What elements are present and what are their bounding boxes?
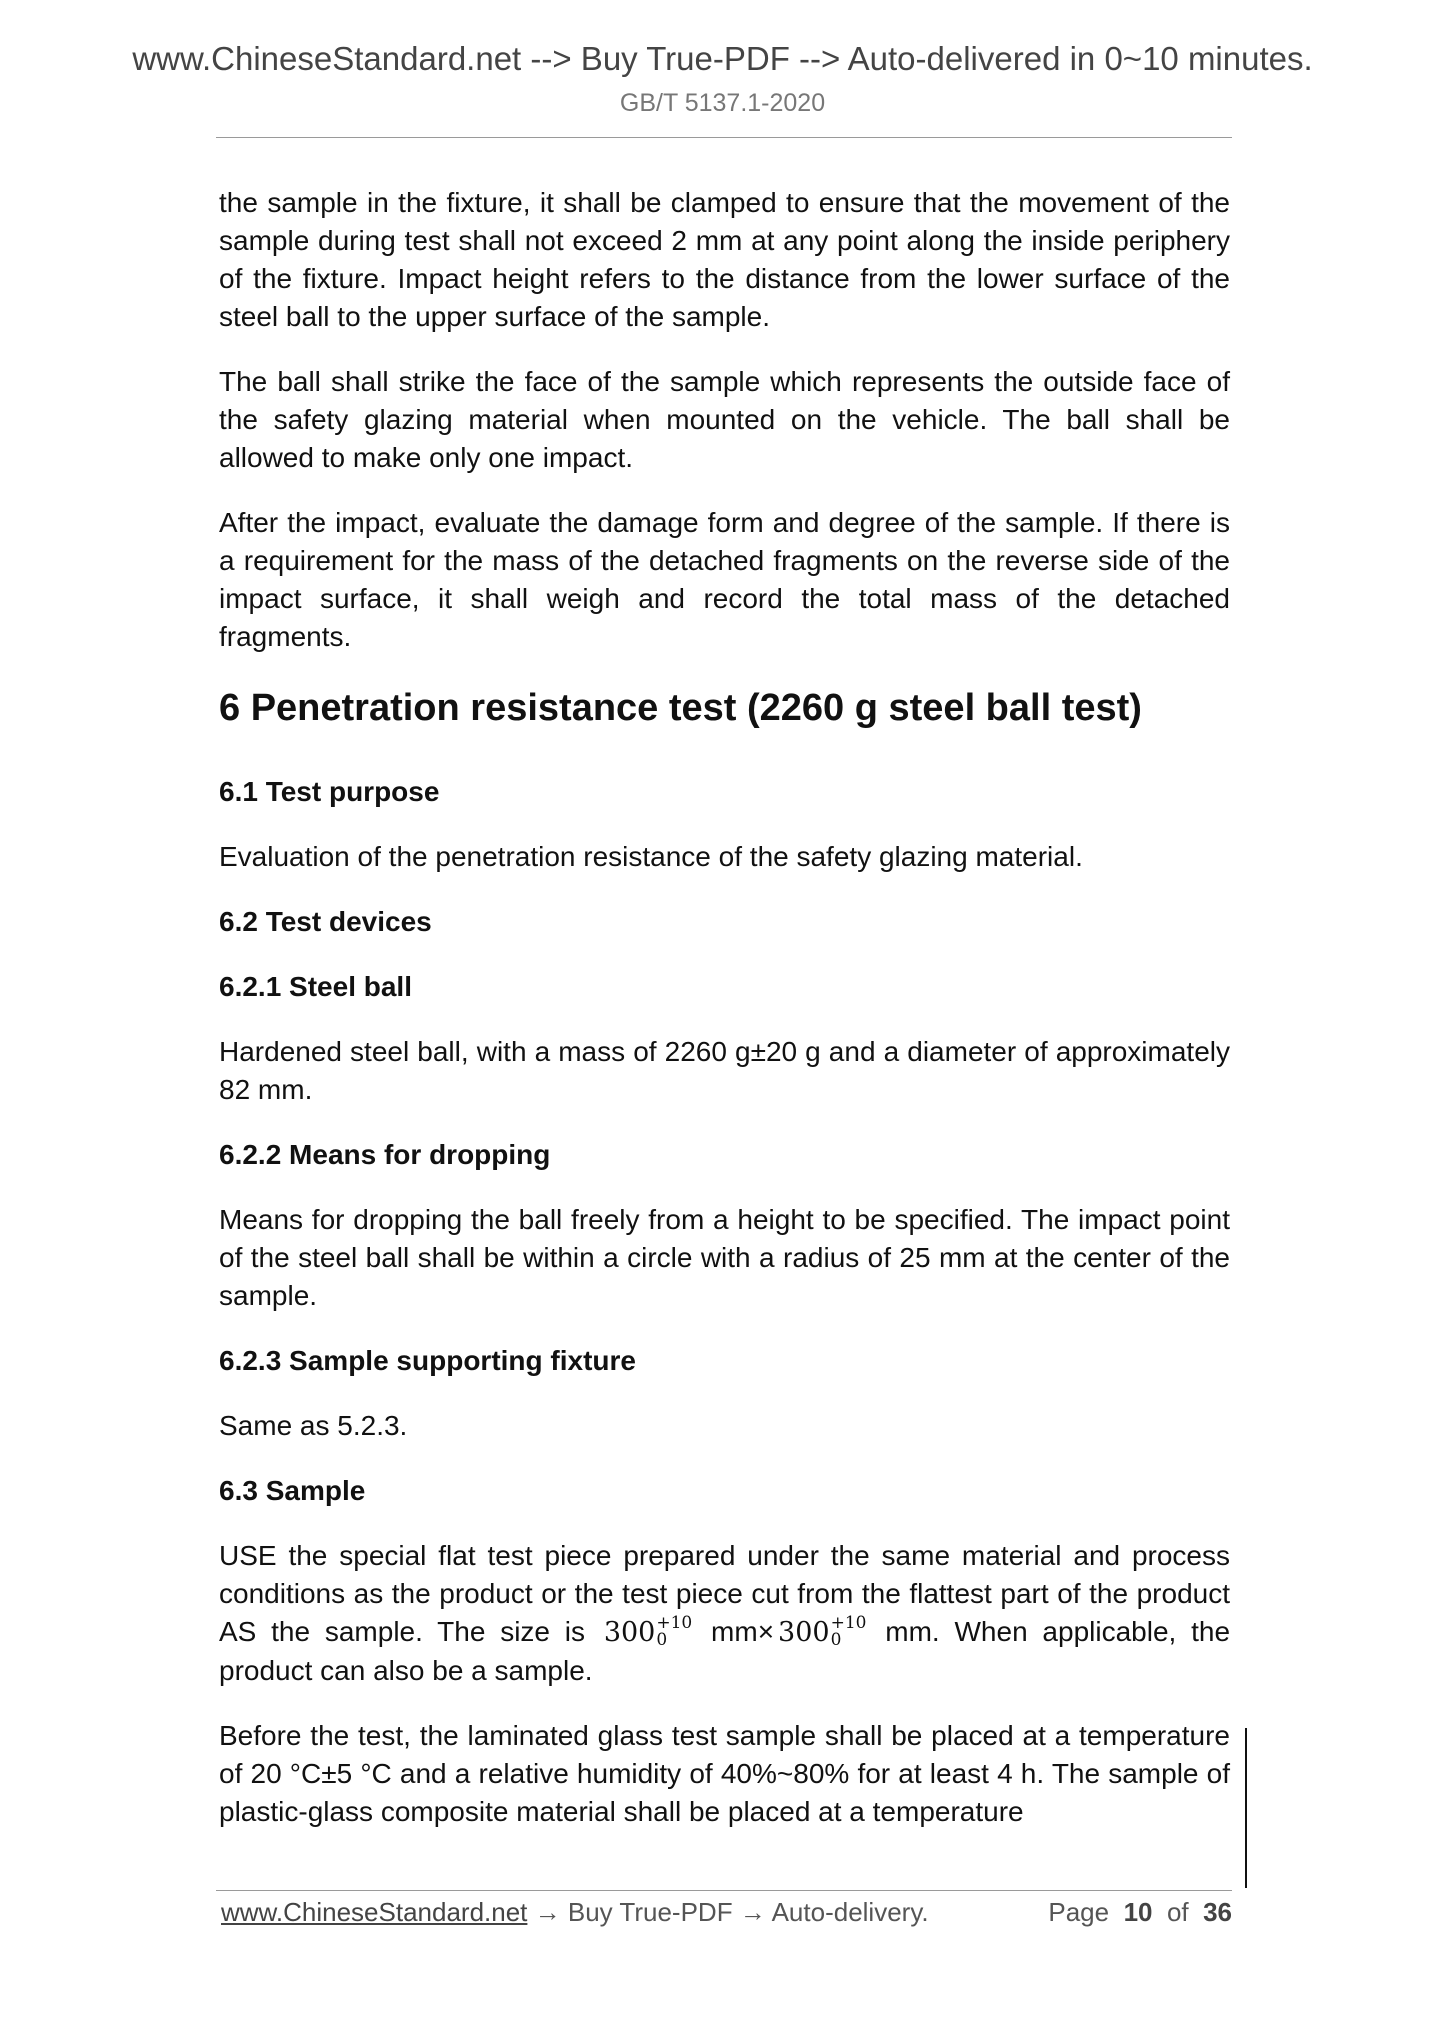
size-tol-lower-1: 0 — [656, 1629, 668, 1650]
heading-6-2-1: 6.2.1 Steel ball — [219, 971, 412, 1002]
paragraph-6-3-lead: USE the special flat test piece prepared under the same material and process conditions as the product or the test piece cut from the flattest part of the product AS the sample. The size is — [219, 1540, 1230, 1647]
paragraph-6-3-tail: mm. When applicable, the product can also be a sample. — [219, 1616, 1231, 1686]
page-indicator — [1048, 1897, 1232, 1928]
size-tolerance-2 — [830, 1612, 867, 1650]
page-footer — [221, 1897, 1232, 1928]
header-divider — [216, 137, 1232, 138]
footer-website-link[interactable]: www.ChineseStandard.net — [221, 1897, 528, 1927]
sample-size-width — [600, 1614, 696, 1652]
heading-6-2-3: 6.2.3 Sample supporting fixture — [219, 1345, 636, 1376]
paragraph-6-1: Evaluation of the penetration resistance of the safety glazing material. — [219, 841, 1083, 872]
page-body — [219, 184, 1230, 1858]
footer-tagline: → Buy True-PDF → Auto-delivery. — [534, 1897, 929, 1927]
heading-6-3: 6.3 Sample — [219, 1475, 366, 1506]
size-tol-upper-1: +10 — [656, 1612, 693, 1633]
paragraph-6-2-3: Same as 5.2.3. — [219, 1410, 408, 1441]
size-mid: mm× — [711, 1616, 775, 1647]
paragraph-6-3 — [219, 1537, 1230, 1690]
sample-size-height — [774, 1614, 870, 1652]
revision-bar — [1245, 1728, 1247, 1888]
size-tolerance-1 — [656, 1612, 693, 1650]
size-value-2: 300 — [778, 1617, 830, 1648]
page-label: Page — [1048, 1897, 1110, 1927]
section-heading-6: 6 Penetration resistance test (2260 g steel ball test) — [219, 687, 1142, 729]
size-value-1: 300 — [603, 1617, 656, 1648]
paragraph-6-2-1: Hardened steel ball, with a mass of 2260 g±20 g and a diameter of approximately 82 mm. — [219, 1036, 1230, 1105]
size-tol-lower-2: 0 — [830, 1629, 842, 1650]
footer-divider — [216, 1890, 1232, 1891]
paragraph-after-impact: After the impact, evaluate the damage form and degree of the sample. If there is a requirement for the mass of the detached fragments on the reverse side of the impact surface, it shall weigh and record the total mass of the detached fragments. — [219, 507, 1230, 652]
page-number: 10 — [1123, 1897, 1153, 1927]
paragraph-fixture: the sample in the fixture, it shall be clamped to ensure that the movement of the sample during test shall not exceed 2 mm at any point along the inside periphery of the fixture. Impact height refers to the distance from the lower surface of the steel ball to the upper surface of the sample. — [219, 187, 1230, 332]
heading-6-2-2: 6.2.2 Means for dropping — [219, 1139, 551, 1170]
size-tol-upper-2: +10 — [830, 1612, 867, 1633]
heading-6-2: 6.2 Test devices — [219, 906, 432, 937]
page-total: 36 — [1203, 1897, 1232, 1927]
of-label: of — [1166, 1897, 1189, 1927]
heading-6-1: 6.1 Test purpose — [219, 776, 440, 807]
document-id: GB/T 5137.1-2020 — [619, 89, 826, 117]
paragraph-before-test: Before the test, the laminated glass test sample shall be placed at a temperature of 20 °C±5 °C and a relative humidity of 40%~80% for at least 4 h. The sample of plastic-glass composite material shall be placed at a temperature — [219, 1720, 1230, 1827]
header-banner: www.ChineseStandard.net --> Buy True-PDF --> Auto-delivered in 0~10 minutes. — [132, 40, 1313, 77]
paragraph-strike: The ball shall strike the face of the sample which represents the outside face of the safety glazing material when mounted on the vehicle. The ball shall be allowed to make only one impact. — [219, 366, 1230, 473]
paragraph-6-2-2: Means for dropping the ball freely from a height to be specified. The impact point of the steel ball shall be within a circle with a radius of 25 mm at the center of the sample. — [219, 1204, 1230, 1311]
